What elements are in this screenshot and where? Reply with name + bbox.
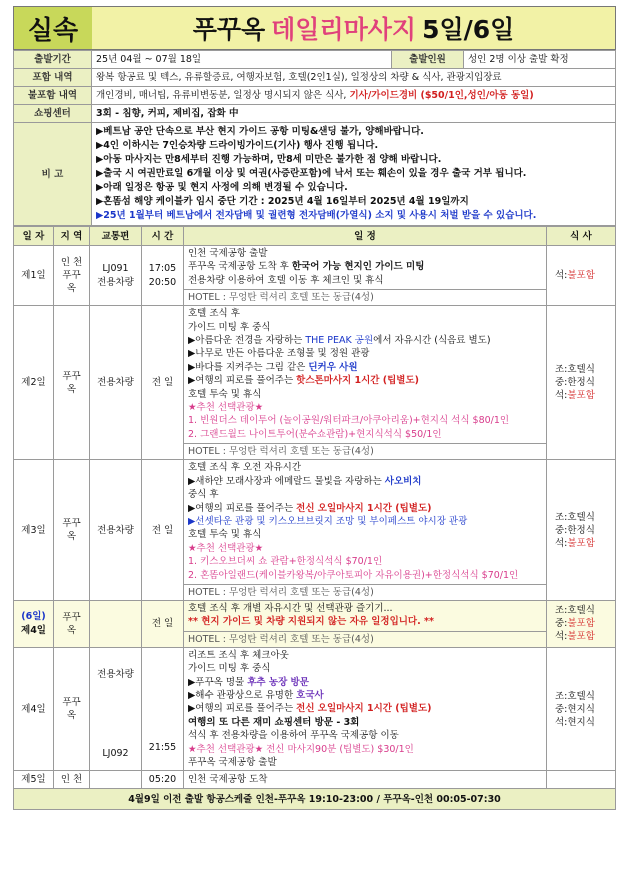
remark-item: ▶출국 시 여권만료일 6개월 이상 및 여권(사증란포함)에 낙서 또는 훼손이 있을 경우 출국 거부 됩니다. [96,168,527,179]
meal-label: 석: [555,537,568,549]
day-1-time [142,246,184,306]
day-4-transport [90,647,142,771]
transport-text: 전용차량 [97,668,134,680]
hotel-line: HOTEL : 무엉탄 럭셔리 호텔 또는 동급(4성) [184,443,546,458]
transport-text: LJ092 [102,748,129,760]
time-text: 20:50 [148,276,177,288]
schedule-line [188,374,542,387]
exclude-value [92,87,616,105]
meal-breakfast: 조:호텔식 [555,605,595,617]
option-days: (6일) [21,611,46,623]
schedule-line: 호텔 투숙 및 휴식 [188,388,262,400]
day-4-time: 21:55 [142,647,184,771]
day-5-transport [90,771,142,789]
pagoda: 호국사 [296,689,324,701]
time-text: 17:05 [148,263,177,275]
option-tour-item: ★추천 선택관광★ 전신 마사지90분 (팁별도) $30/1인 [188,743,414,755]
exclude-label: 불포함 내역 [14,87,92,105]
schedule-line: 전용차량 이용하여 호텔 이동 후 체크인 및 휴식 [188,274,384,286]
remark-item-tobacco: ▶25년 1월부터 베트남에서 전자담배 및 궐련형 전자담배(가열식) 소지 및 사용시 처벌 받을 수 있습니다. [96,210,537,221]
day-1-label: 제1일 [14,246,54,306]
remark-item: ▶아동 마사지는 만8세부터 진행 가능하며, 만8세 미만은 불가한 점 양해 바랍니다. [96,154,442,165]
meal-label: 석: [555,270,568,282]
schedule-line [188,502,542,515]
day-2-transport: 전용차량 [90,306,142,460]
temple: 딘커우 사원 [308,361,358,373]
schedule-line: 리조트 조식 후 체크아웃 [188,649,289,661]
title-main [92,7,615,49]
schedule-text: ▶여행의 피로를 풀어주는 [188,502,297,514]
meal-value: 불포함 [567,631,595,643]
schedule-text: ▶해수 관광상으로 유명한 [188,689,297,701]
day-5-time: 05:20 [142,771,184,789]
option-tour-item: 1. 키스오브더씨 쇼 관람+한정식석식 $70/1인 [188,556,383,568]
meal-label: 중: [555,618,568,630]
peak-park: THE PEAK 공원 [305,335,374,347]
day-3-time: 전 일 [142,460,184,601]
header-day: 일 자 [14,227,54,246]
day-4-free-schedule [184,600,547,647]
day-4-free-meal [547,600,616,647]
day-4-meal [547,647,616,771]
schedule-line: 가이드 미팅 후 중식 [188,321,271,333]
schedule-text: ▶바다를 지켜주는 그림 같은 [188,361,309,373]
flight-schedule-note: 4월9일 이전 출발 항공스케줄 인천-푸꾸옥 19:10-23:00 / 푸꾸옥-인천 00:05-07:30 [14,789,616,810]
meal-breakfast: 조:호텔식 [555,511,595,523]
shopping-visit: 여행의 또 다른 재미 쇼핑센터 방문 - 3회 [188,716,360,728]
meal-label: 석: [555,390,568,402]
schedule-line: 호텔 조식 후 [188,308,240,320]
schedule-text: 푸꾸옥 국제공항 도착 후 [188,261,292,273]
schedule-line [188,260,542,273]
schedule-text: 에서 자유시간 (식음료 별도) [373,335,491,347]
meal-value: 불포함 [567,390,595,402]
title-days: 5일/6일 [422,15,515,44]
massage-highlight: 전신 오일마사지 1시간 (팁별도) [296,502,432,514]
meal-dinner [555,389,611,402]
header-time: 시 간 [142,227,184,246]
day-2-time: 전 일 [142,306,184,460]
meal-value: 불포함 [567,537,595,549]
header-schedule: 일 정 [184,227,547,246]
remark-item: ▶4인 이하시는 7인승차량 드라이빙가이드(기사) 행사 진행 됩니다. [96,140,379,151]
option-tour-title: ★추천 선택관광★ [188,542,264,554]
meal-lunch: 중:한정식 [555,524,595,536]
schedule-line: 호텔 조식 후 오전 자유시간 [188,462,302,474]
remark-item: ▶아래 일정은 항공 및 현지 사정에 의해 변경될 수 있습니다. [96,182,348,193]
day-text: 제4일 [21,624,46,636]
header-place: 지 역 [54,227,90,246]
schedule-line: 호텔 조식 후 개별 자유시간 및 선택관광 즐기기... [188,602,393,614]
day-3-label: 제3일 [14,460,54,601]
schedule-table [13,226,616,810]
title-tag: 실속 [14,7,92,49]
day-4-free-time: 전 일 [142,600,184,647]
schedule-line [188,475,542,488]
header-transport: 교통편 [90,227,142,246]
meal-breakfast: 조:호텔식 [555,690,595,702]
day-1-meal [547,246,616,306]
title-destination: 푸꾸옥 [192,15,266,44]
schedule-text: ▶여행의 피로를 풀어주는 [188,375,297,387]
option-tour-item: 1. 빈원더스 데이투어 (놀이공원/워터파크/아쿠아리움)+현지식 석식 $80/1인 [188,415,510,427]
hotel-line: HOTEL : 무엉탄 럭셔리 호텔 또는 동급(4성) [184,631,546,646]
title-product: 데일리마사지 [271,15,417,44]
schedule-header [14,227,616,246]
schedule-text: ▶아름다운 전경을 자랑하는 [188,335,306,347]
option-tour-item: 2. 그랜드월드 나이트투어(분수쇼관람)+현지식석식 $50/1인 [188,428,442,440]
schedule-text: ▶푸꾸옥 명물 [188,676,248,688]
day-4-free-row [14,600,616,647]
guide-meeting: 한국어 가능 현지인 가이드 미팅 [291,261,425,273]
shop-label: 쇼핑센터 [14,105,92,123]
meal-dinner [555,630,611,643]
day-1-row [14,246,616,306]
massage-highlight: 전신 오일마사지 1시간 (팁별도) [296,703,432,715]
meal-dinner [555,537,611,550]
schedule-line [188,676,542,689]
header-meal: 식 사 [547,227,616,246]
day-2-place: 푸꾸옥 [54,306,90,460]
massage-highlight: 핫스톤마사지 1시간 (팁별도) [296,375,419,387]
remark-item: ▶혼똠섬 해양 케이블카 임시 중단 기간 : 2025년 4월 16일부터 2025년 4월 19일까지 [96,196,469,207]
day-5-schedule: 인천 국제공항 도착 [184,771,547,789]
day-5-row [14,771,616,789]
people-value: 성인 2명 이상 출발 확정 [464,51,616,69]
pepper-farm: 후추 농장 방문 [247,676,309,688]
meal-value: 불포함 [567,618,595,630]
day-5-label: 제5일 [14,771,54,789]
schedule-line: 석식 후 전용차량을 이용하여 푸꾸옥 국제공항 이동 [188,730,399,742]
transport-text: 전용차량 [97,276,134,288]
day-1-schedule [184,246,547,306]
day-5-meal [547,771,616,789]
transport-text: LJ091 [102,263,129,275]
schedule-line [188,334,542,347]
day-3-transport: 전용차량 [90,460,142,601]
period-value: 25년 04월 ~ 07월 18일 [92,51,392,69]
day-3-row [14,460,616,601]
meal-lunch: 중:한정식 [555,377,595,389]
remark-list [92,123,616,226]
free-day-notice: ** 현지 가이드 및 차량 지원되지 않는 자유 일정입니다. ** [188,616,434,628]
meal-breakfast: 조:호텔식 [555,364,595,376]
day-2-label: 제2일 [14,306,54,460]
beach: 사오비치 [384,475,422,487]
shop-value: 3회 - 침향, 커피, 제비집, 잡화 中 [92,105,616,123]
day-1-transport [90,246,142,306]
hotel-line: HOTEL : 무엉탄 럭셔리 호텔 또는 동급(4성) [184,584,546,599]
day-3-meal [547,460,616,601]
info-table [13,50,616,226]
schedule-line: 호텔 투숙 및 휴식 [188,529,262,541]
day-3-schedule [184,460,547,601]
day-4-label: 제4일 [14,647,54,771]
schedule-line: 푸꾸옥 국제공항 출발 [188,757,277,768]
day-4-place: 푸꾸옥 [54,647,90,771]
day-4-free-transport [90,600,142,647]
schedule-line [188,689,542,702]
meal-value: 불포함 [567,270,595,282]
meal-lunch: 중:현지식 [555,703,595,715]
period-label: 출발기간 [14,51,92,69]
day-1-place [54,246,90,306]
schedule-line [188,702,542,715]
option-tour-title: ★추천 선택관광★ [188,402,264,414]
title-bar [13,6,616,50]
remark-label: 비 고 [14,123,92,226]
meal-label: 석: [555,631,568,643]
itinerary-sheet [13,6,616,810]
schedule-line [188,361,542,374]
meal-dinner: 석:현지식 [555,716,595,728]
day-2-schedule [184,306,547,460]
schedule-text: ▶새하얀 모래사장과 에메랄드 물빛을 자랑하는 [188,475,385,487]
schedule-line: 인천 국제공항 출발 [188,248,268,259]
schedule-line: ▶선셋타운 관광 및 키스오브브릿지 조망 및 부이페스트 야시장 관광 [188,515,468,527]
schedule-text: ▶여행의 피로를 풀어주는 [188,703,297,715]
day-2-row [14,306,616,460]
day-4-free-label [14,600,54,647]
meal-lunch [555,617,611,630]
day-3-place: 푸꾸옥 [54,460,90,601]
hotel-line: HOTEL : 무엉탄 럭셔리 호텔 또는 동급(4성) [184,289,546,304]
footer-row [14,789,616,810]
day-4-row [14,647,616,771]
day-4-schedule [184,647,547,771]
people-label: 출발인원 [392,51,464,69]
spacer [94,681,137,747]
exclude-guide-fee: 기사/가이드경비 ($50/1인,성인/아동 동일) [349,90,534,101]
schedule-line: 중식 후 [188,489,219,501]
place-text: 푸꾸옥 [62,269,81,295]
schedule-line: ▶나무로 만든 아름다운 조형물 및 정원 관광 [188,348,370,360]
day-2-meal [547,306,616,460]
include-label: 포함 내역 [14,69,92,87]
day-5-place: 인 천 [54,771,90,789]
include-value: 왕복 항공료 및 텍스, 유류할증료, 여행자보험, 호텔(2인1실), 일정상의 차량 & 식사, 관광지입장료 [92,69,616,87]
schedule-line: 가이드 미팅 후 중식 [188,663,271,675]
remark-item: ▶베트남 공안 단속으로 부산 현지 가이드 공항 미팅&샌딩 불가, 양해바랍니다. [96,126,424,137]
day-4-free-place: 푸꾸옥 [54,600,90,647]
place-text: 인 천 [60,256,83,268]
option-tour-item: 2. 혼똠아일랜드(케이블카왕복/아쿠아토피아 자유이용권)+한정식석식 $70/1인 [188,569,519,581]
exclude-text: 개인경비, 매너팁, 유류비변동분, 일정상 명시되지 않은 식사, [96,90,350,101]
